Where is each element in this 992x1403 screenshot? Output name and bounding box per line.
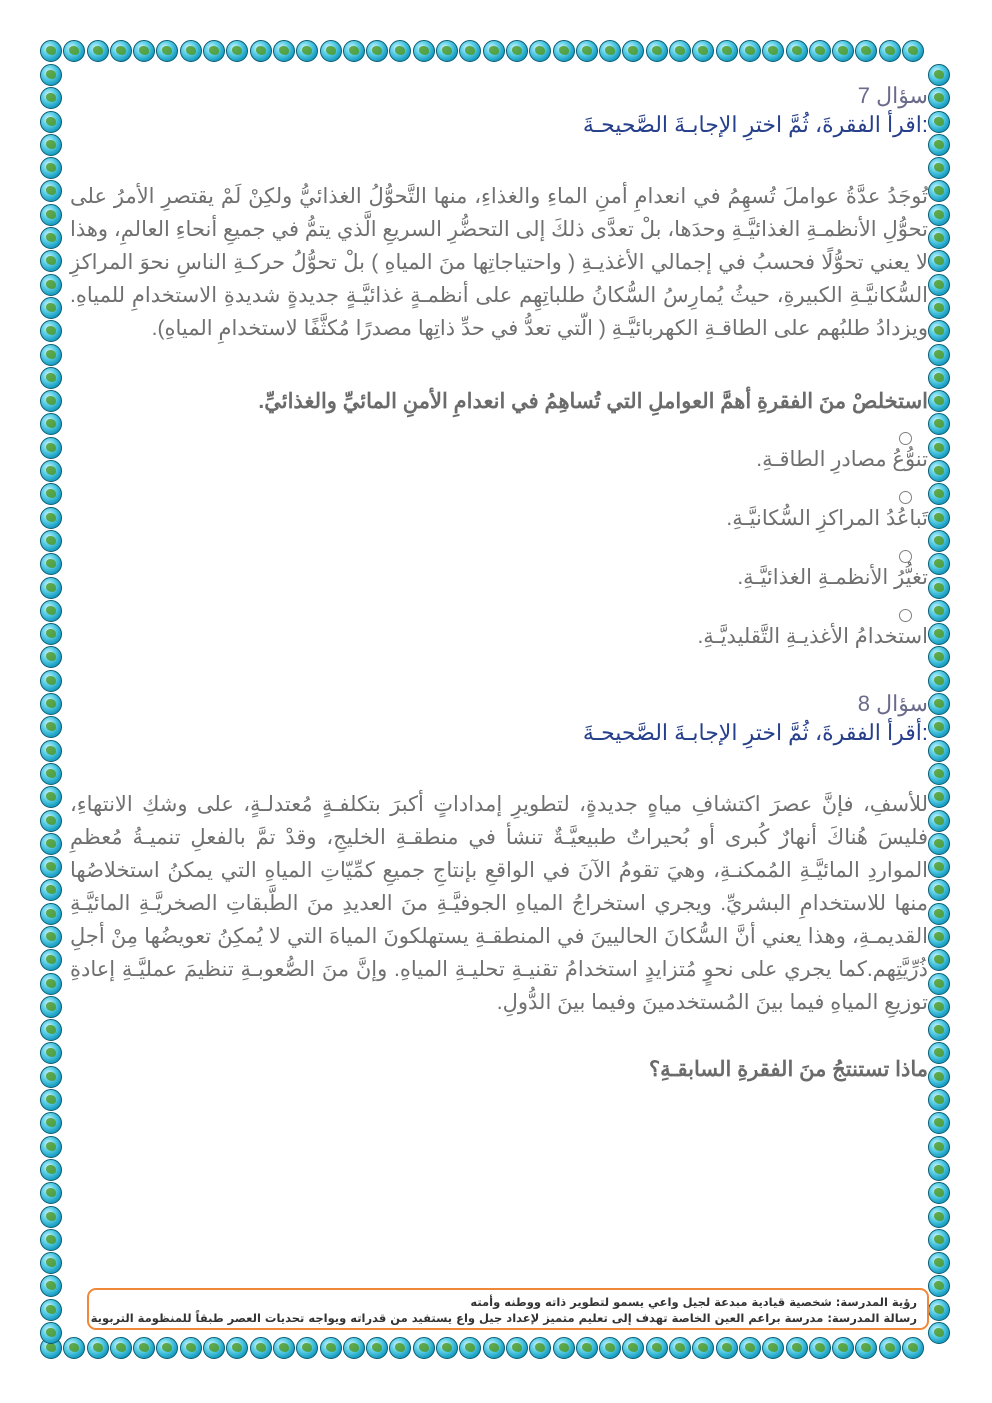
globe-icon: [739, 40, 761, 62]
globe-icon: [928, 157, 950, 179]
globe-icon: [928, 1136, 950, 1158]
globe-icon: [762, 40, 784, 62]
globe-icon: [40, 600, 62, 622]
page-border-bottom: [40, 1337, 925, 1361]
globe-icon: [928, 577, 950, 599]
globe-icon: [40, 320, 62, 342]
globe-icon: [40, 1322, 62, 1344]
globe-icon: [366, 1337, 388, 1359]
globe-icon: [529, 40, 551, 62]
globe-icon: [928, 64, 950, 86]
globe-icon: [40, 87, 62, 109]
globe-icon: [646, 1337, 668, 1359]
globe-icon: [40, 437, 62, 459]
globe-icon: [622, 1337, 644, 1359]
globe-icon: [928, 949, 950, 971]
globe-icon: [366, 40, 388, 62]
globe-icon: [226, 40, 248, 62]
globe-icon: [928, 507, 950, 529]
globe-icon: [928, 623, 950, 645]
globe-icon: [928, 1252, 950, 1274]
globe-icon: [40, 111, 62, 133]
globe-icon: [133, 40, 155, 62]
globe-icon: [928, 1089, 950, 1111]
globe-icon: [40, 460, 62, 482]
school-mission: رسالة المدرسة: مدرسة براعم العين الخاصة تهدف إلى تعليم متميز لإعداد جيل واع يستفيد من قدراته ويواجه تحديات العصر طبقاً للمنظومة التربوية: [90, 1311, 917, 1325]
globe-icon: [902, 1337, 924, 1359]
globe-icon: [928, 996, 950, 1018]
globe-icon: [928, 1206, 950, 1228]
globe-icon: [343, 1337, 365, 1359]
globe-icon: [40, 1299, 62, 1321]
globe-icon: [879, 40, 901, 62]
globe-icon: [40, 646, 62, 668]
globe-icon: [320, 40, 342, 62]
globe-icon: [928, 413, 950, 435]
globe-icon: [40, 670, 62, 692]
globe-icon: [928, 1042, 950, 1064]
globe-icon: [692, 40, 714, 62]
globe-icon: [40, 973, 62, 995]
globe-icon: [928, 390, 950, 412]
globe-icon: [40, 553, 62, 575]
globe-icon: [40, 903, 62, 925]
question-instruction: :أقرأ الفقرةَ، ثُمَّ اخترِ الإجابـةَ الصَّحيحـةَ: [582, 720, 928, 745]
globe-icon: [553, 1337, 575, 1359]
globe-icon: [599, 40, 621, 62]
globe-icon: [879, 1337, 901, 1359]
globe-icon: [40, 134, 62, 156]
globe-icon: [928, 1229, 950, 1251]
globe-icon: [40, 763, 62, 785]
question-8: [70, 690, 928, 1082]
globe-icon: [928, 134, 950, 156]
globe-icon: [928, 250, 950, 272]
globe-icon: [156, 40, 178, 62]
globe-icon: [928, 297, 950, 319]
globe-icon: [855, 40, 877, 62]
globe-icon: [40, 949, 62, 971]
globe-icon: [40, 180, 62, 202]
globe-icon: [40, 577, 62, 599]
globe-icon: [40, 833, 62, 855]
globe-icon: [928, 1159, 950, 1181]
school-vision: رؤية المدرسة: شخصية قيادية مبدعة لجيل واعي يسمو لتطوير ذاته ووطنه وأمته: [470, 1295, 917, 1309]
question-7: [70, 82, 928, 652]
globe-icon: [40, 926, 62, 948]
globe-icon: [928, 87, 950, 109]
globe-icon: [459, 40, 481, 62]
globe-icon: [928, 111, 950, 133]
globe-icon: [40, 810, 62, 832]
globe-icon: [40, 1229, 62, 1251]
globe-icon: [928, 1112, 950, 1134]
globe-icon: [40, 367, 62, 389]
globe-icon: [928, 180, 950, 202]
globe-icon: [529, 1337, 551, 1359]
globe-icon: [786, 1337, 808, 1359]
globe-icon: [646, 40, 668, 62]
globe-icon: [133, 1337, 155, 1359]
globe-icon: [928, 810, 950, 832]
globe-icon: [40, 879, 62, 901]
page-border-right: [928, 64, 952, 1345]
globe-icon: [506, 40, 528, 62]
globe-icon: [809, 40, 831, 62]
globe-icon: [762, 1337, 784, 1359]
globe-icon: [928, 530, 950, 552]
globe-icon: [928, 1182, 950, 1204]
globe-icon: [413, 40, 435, 62]
globe-icon: [692, 1337, 714, 1359]
globe-icon: [786, 40, 808, 62]
globe-icon: [716, 40, 738, 62]
globe-icon: [928, 1275, 950, 1297]
globe-icon: [928, 646, 950, 668]
option-label: تَباعُدُ المراكزِ السُّكانيَّـةِ.: [726, 507, 928, 530]
globe-icon: [40, 1089, 62, 1111]
globe-icon: [40, 1112, 62, 1134]
globe-icon: [40, 1066, 62, 1088]
globe-icon: [902, 40, 924, 62]
option-row[interactable]: [70, 609, 928, 652]
globe-icon: [40, 413, 62, 435]
globe-icon: [40, 716, 62, 738]
globe-icon: [40, 157, 62, 179]
page-border-top: [40, 40, 925, 64]
globe-icon: [40, 1136, 62, 1158]
globe-icon: [855, 1337, 877, 1359]
school-footer: [87, 1288, 929, 1330]
globe-icon: [483, 40, 505, 62]
globe-icon: [928, 763, 950, 785]
globe-icon: [928, 973, 950, 995]
globe-icon: [928, 204, 950, 226]
globe-icon: [928, 600, 950, 622]
option-row[interactable]: [70, 432, 928, 475]
globe-icon: [87, 1337, 109, 1359]
question-prompt: ماذا تستنتجُ منَ الفقرةِ السابقـةِ؟: [648, 1058, 928, 1081]
globe-icon: [928, 227, 950, 249]
globe-icon: [40, 786, 62, 808]
globe-icon: [203, 40, 225, 62]
globe-icon: [436, 40, 458, 62]
globe-icon: [40, 740, 62, 762]
globe-icon: [716, 1337, 738, 1359]
radio-icon[interactable]: [899, 609, 912, 622]
globe-icon: [576, 1337, 598, 1359]
globe-icon: [40, 1252, 62, 1274]
globe-icon: [599, 1337, 621, 1359]
globe-icon: [40, 344, 62, 366]
globe-icon: [110, 1337, 132, 1359]
globe-icon: [40, 250, 62, 272]
globe-icon: [180, 40, 202, 62]
globe-icon: [40, 274, 62, 296]
question-number: سؤال 7: [857, 83, 928, 108]
globe-icon: [40, 204, 62, 226]
globe-icon: [832, 1337, 854, 1359]
globe-icon: [622, 40, 644, 62]
globe-icon: [928, 786, 950, 808]
globe-icon: [180, 1337, 202, 1359]
globe-icon: [87, 40, 109, 62]
globe-icon: [928, 926, 950, 948]
globe-icon: [40, 623, 62, 645]
globe-icon: [40, 996, 62, 1018]
options-list: [70, 432, 928, 652]
globe-icon: [928, 1066, 950, 1088]
globe-icon: [928, 1322, 950, 1344]
page-border-left: [40, 64, 64, 1345]
globe-icon: [40, 507, 62, 529]
question-number: سؤال 8: [857, 691, 928, 716]
globe-icon: [928, 1019, 950, 1041]
globe-icon: [273, 1337, 295, 1359]
globe-icon: [63, 1337, 85, 1359]
globe-icon: [576, 40, 598, 62]
globe-icon: [40, 1042, 62, 1064]
globe-icon: [928, 320, 950, 342]
globe-icon: [250, 40, 272, 62]
globe-icon: [296, 1337, 318, 1359]
globe-icon: [928, 879, 950, 901]
globe-icon: [928, 274, 950, 296]
globe-icon: [226, 1337, 248, 1359]
radio-icon[interactable]: [899, 432, 912, 445]
globe-icon: [40, 1206, 62, 1228]
option-row[interactable]: [70, 550, 928, 593]
globe-icon: [928, 693, 950, 715]
question-instruction: :اقرأ الفقرةَ، ثُمَّ اخترِ الإجابـةَ الصَّحيحـةَ: [582, 112, 928, 137]
globe-icon: [40, 64, 62, 86]
globe-icon: [928, 903, 950, 925]
globe-icon: [483, 1337, 505, 1359]
globe-icon: [436, 1337, 458, 1359]
globe-icon: [40, 856, 62, 878]
globe-icon: [110, 40, 132, 62]
globe-icon: [296, 40, 318, 62]
globe-icon: [553, 40, 575, 62]
globe-icon: [389, 1337, 411, 1359]
globe-icon: [40, 1159, 62, 1181]
globe-icon: [40, 530, 62, 552]
globe-icon: [928, 553, 950, 575]
globe-icon: [669, 1337, 691, 1359]
globe-icon: [506, 1337, 528, 1359]
globe-icon: [343, 40, 365, 62]
globe-icon: [928, 437, 950, 459]
globe-icon: [459, 1337, 481, 1359]
globe-icon: [273, 40, 295, 62]
globe-icon: [389, 40, 411, 62]
radio-icon[interactable]: [899, 550, 912, 563]
globe-icon: [63, 40, 85, 62]
option-label: تنوُّعُ مصادرِ الطاقـةِ.: [756, 448, 928, 471]
globe-icon: [156, 1337, 178, 1359]
globe-icon: [40, 297, 62, 319]
globe-icon: [40, 1182, 62, 1204]
globe-icon: [40, 1019, 62, 1041]
globe-icon: [40, 227, 62, 249]
globe-icon: [928, 344, 950, 366]
globe-icon: [40, 483, 62, 505]
globe-icon: [809, 1337, 831, 1359]
question-prompt: استخلصْ منَ الفقرةِ أهمَّ العواملِ التي تُساهِمُ في انعدامِ الأمنِ المائيِّ والغذائيِّ.: [258, 390, 928, 413]
globe-icon: [928, 740, 950, 762]
globe-icon: [250, 1337, 272, 1359]
globe-icon: [203, 1337, 225, 1359]
globe-icon: [40, 693, 62, 715]
passage-text: للأسفِ، فإنَّ عصرَ اكتشافِ مياهٍ جديدةٍ، لتطويرِ إمداداتٍ أكبرَ بتكلفـةٍ مُعتدلـةٍ، على وشكِ الانتهاءِ، فليسَ هُناكَ أنهارٌ كُبرى أو بُحيراتٌ طبيعيَّـةٌ تنشأ في منطقـةِ الخليجِ، وقدْ تمَّ بالفعلِ تنميـةُ مُعظمِ المواردِ المائيَّـةِ المُمكنـةِ، وهيَ تقومُ الآنَ في الواقعِ بإنتاجِ جميعِ كمِّيّاتِ المياهِ التي يمكنُ استخلاصُها منها للاستخدامِ البشريِّ. ويجري استخراجُ المياهِ الجوفيَّـةِ منَ العديدِ منَ الطَّبقاتِ الصخريَّـةِ المائيَّـةِ القديمـةِ، وهذا يعني أنَّ السُّكانَ الحاليينَ في المنطقـةِ يستهلكونَ المياهَ التي لا يُمكِنُ تعويضُها مِنْ أجلِ ذُرِّيَّتِهم.كما يجري على نحوٍ مُتزايدٍ استخدامُ تقنيـةِ تحليـةِ المياهِ. وإنَّ منَ الصُّعوبـةِ تنظيمَ عمليَّـةِ إعادةِ توزيعِ المياهِ فيما بينَ المُستخدمينَ وفيما بينَ الدُّولِ.: [70, 793, 928, 1014]
globe-icon: [928, 483, 950, 505]
globe-icon: [40, 40, 62, 62]
option-row[interactable]: [70, 491, 928, 534]
globe-icon: [739, 1337, 761, 1359]
globe-icon: [928, 460, 950, 482]
globe-icon: [40, 1275, 62, 1297]
option-label: استخدامُ الأغذيـةِ التَّقليديَّـةِ.: [697, 625, 928, 648]
globe-icon: [928, 716, 950, 738]
globe-icon: [413, 1337, 435, 1359]
globe-icon: [40, 390, 62, 412]
worksheet-content: [70, 82, 928, 1082]
globe-icon: [832, 40, 854, 62]
radio-icon[interactable]: [899, 491, 912, 504]
globe-icon: [320, 1337, 342, 1359]
globe-icon: [928, 856, 950, 878]
globe-icon: [928, 367, 950, 389]
globe-icon: [928, 833, 950, 855]
globe-icon: [928, 670, 950, 692]
globe-icon: [928, 1299, 950, 1321]
globe-icon: [669, 40, 691, 62]
option-label: تغيُّرُ الأنظمـةِ الغذائيَّـةِ.: [737, 566, 928, 589]
passage-text: تُوجَدُ عدَّةُ عواملَ تُسهِمُ في انعدامِ أمنِ الماءِ والغذاءِ، منها التَّحوُّلُ الغذائيُّ ولكِنْ لَمْ يقتصرِ الأمرُ على تحوُّلِ الأنظمـةِ الغذائيَّـةِ وحدَها، بلْ تعدَّى ذلكَ إلى التحضُّرِ السريعِ الَّذي يتمُّ في جميعِ أنحاءِ العالمِ، وهذا لا يعني تحوُّلًا فحسبُ في إجمالي الأغذيـةِ ( واحتياجاتِها منَ المياهِ ) بلْ تحوُّلُ حركـةِ الناسِ نحوَ المراكزِ السُّكانيَّـةِ الكبيرةِ، حيثُ يُمارِسُ السُّكانُ طلباتِهِم على أنظمـةٍ غذائيَّـةٍ جديدةٍ شديدةِ الاستخدامِ للمياهِ. ويزدادُ طلبُهم على الطاقـةِ الكهربائيَّـةِ ( الّتي تعدُّ في حدِّ ذاتِها مصدرًا مُكثَّفًا لاستخدامِ المياهِ).: [70, 185, 928, 340]
